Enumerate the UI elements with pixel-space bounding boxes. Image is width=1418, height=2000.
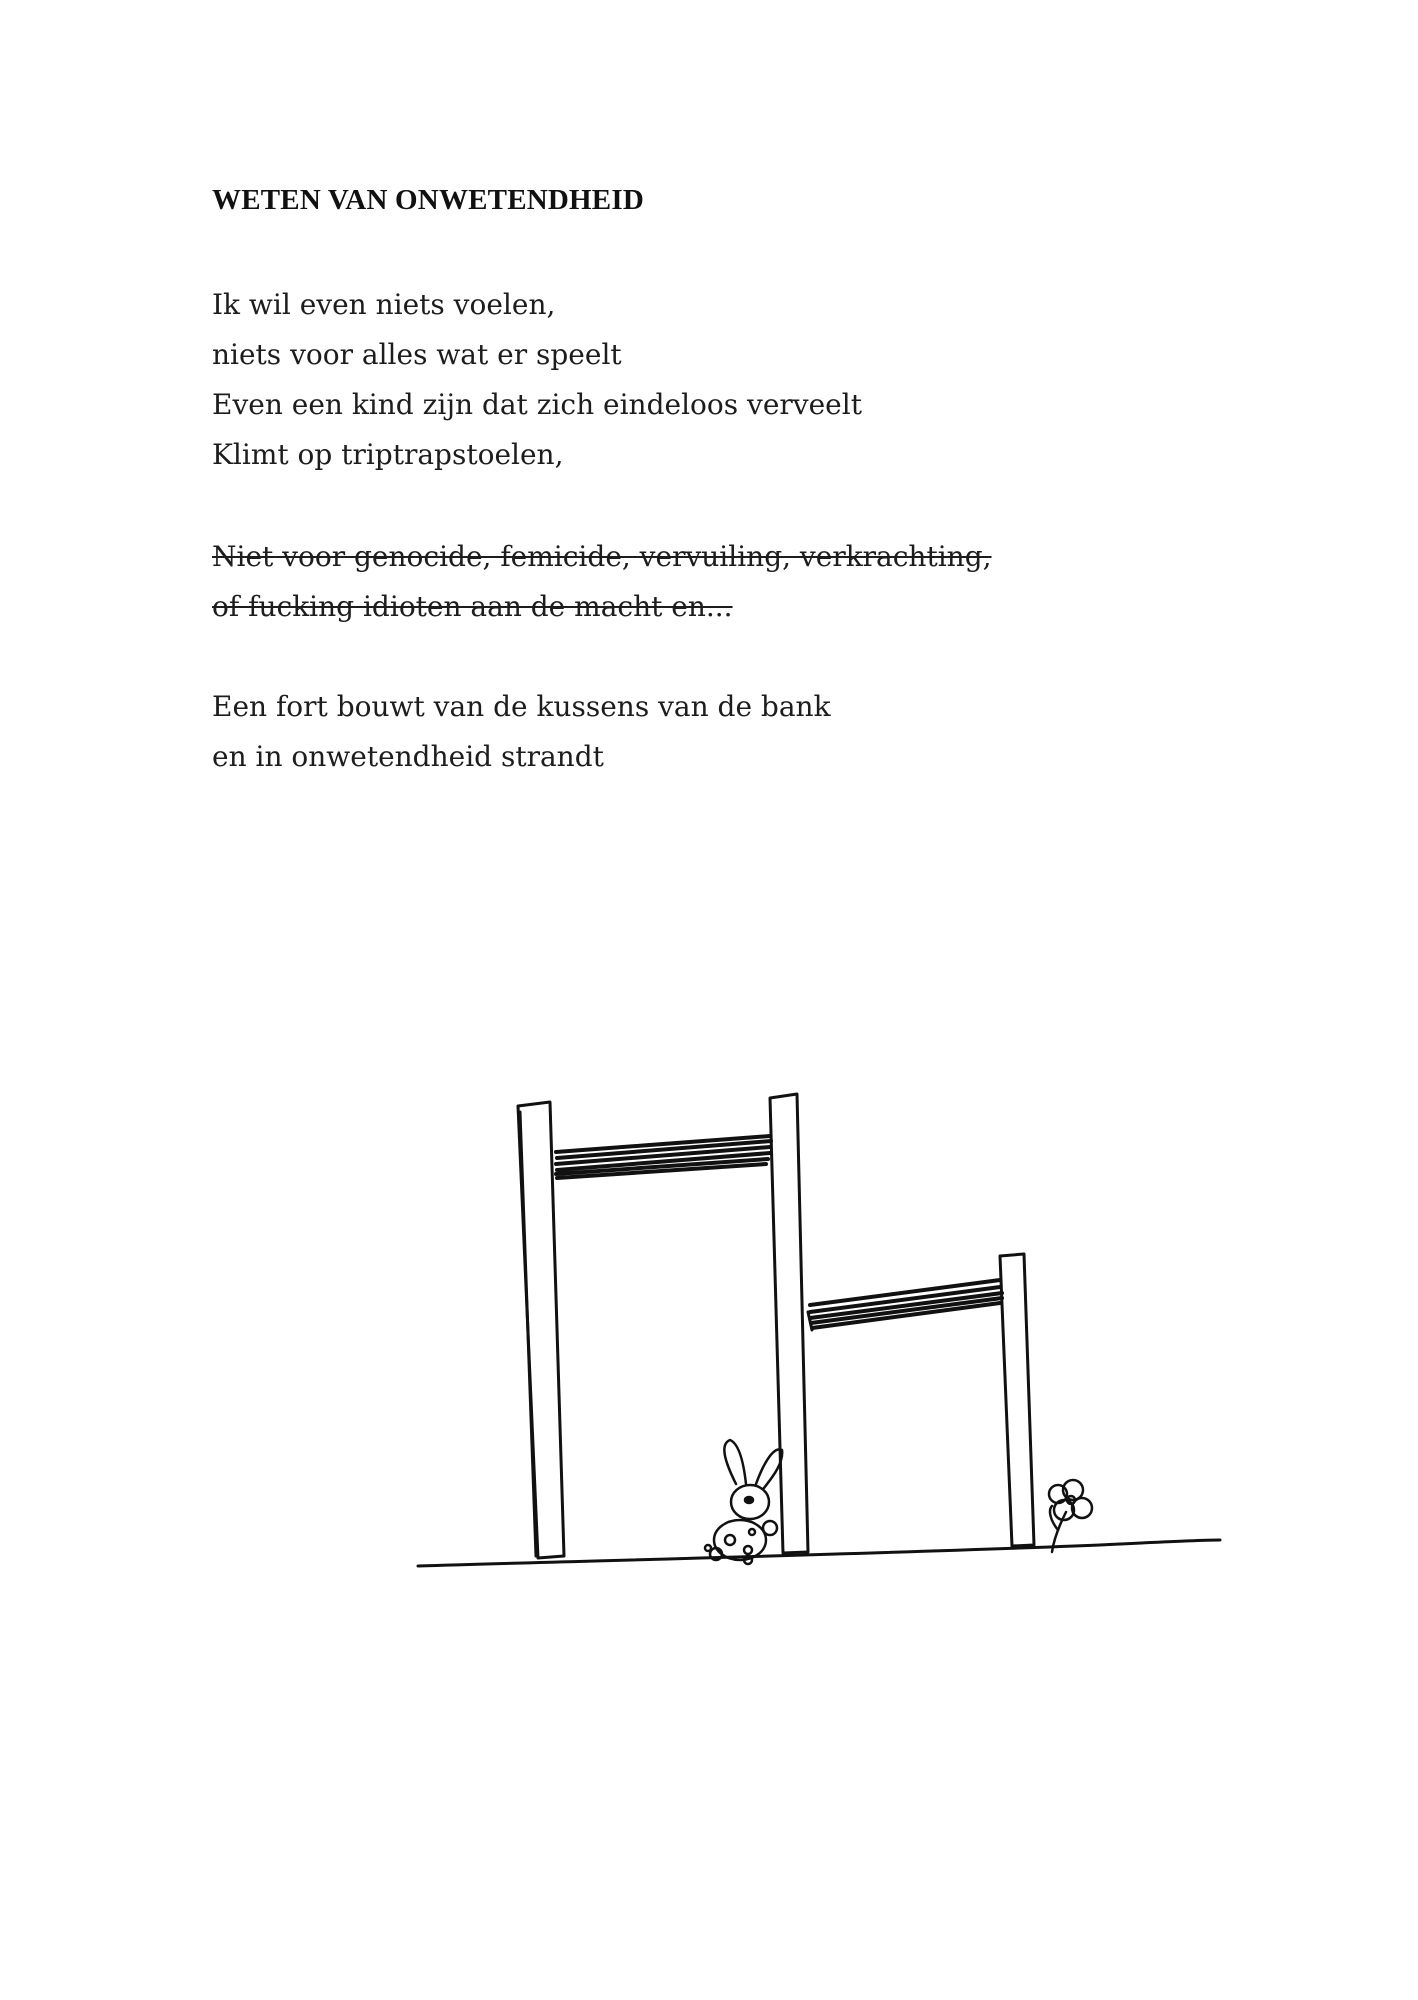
flower-icon [1049, 1480, 1092, 1552]
stanza-2-struck-through [212, 532, 992, 632]
poem-line: Klimt op triptrapstoelen, [212, 438, 564, 471]
poem-line: Even een kind zijn dat zich eindeloos verveelt [212, 388, 862, 421]
stanza-1 [212, 280, 862, 480]
pillar-frame-tall [518, 1094, 808, 1558]
pillar-frame-short [808, 1254, 1034, 1546]
poem-line: niets voor alles wat er speelt [212, 338, 622, 371]
ground-line [418, 1540, 1220, 1566]
struck-poem-line: Niet voor genocide, femicide, vervuiling, verkrachting, [212, 540, 992, 573]
bunny-icon [705, 1440, 782, 1564]
stanza-3 [212, 682, 831, 782]
poem-line: Ik wil even niets voelen, [212, 288, 556, 321]
poem-title: WETEN VAN ONWETENDHEID [212, 184, 644, 216]
poem-line: en in onwetendheid strandt [212, 740, 604, 773]
poem-line: Een fort bouwt van de kussens van de bank [212, 690, 831, 723]
struck-poem-line: of fucking idioten aan de macht en... [212, 590, 733, 623]
